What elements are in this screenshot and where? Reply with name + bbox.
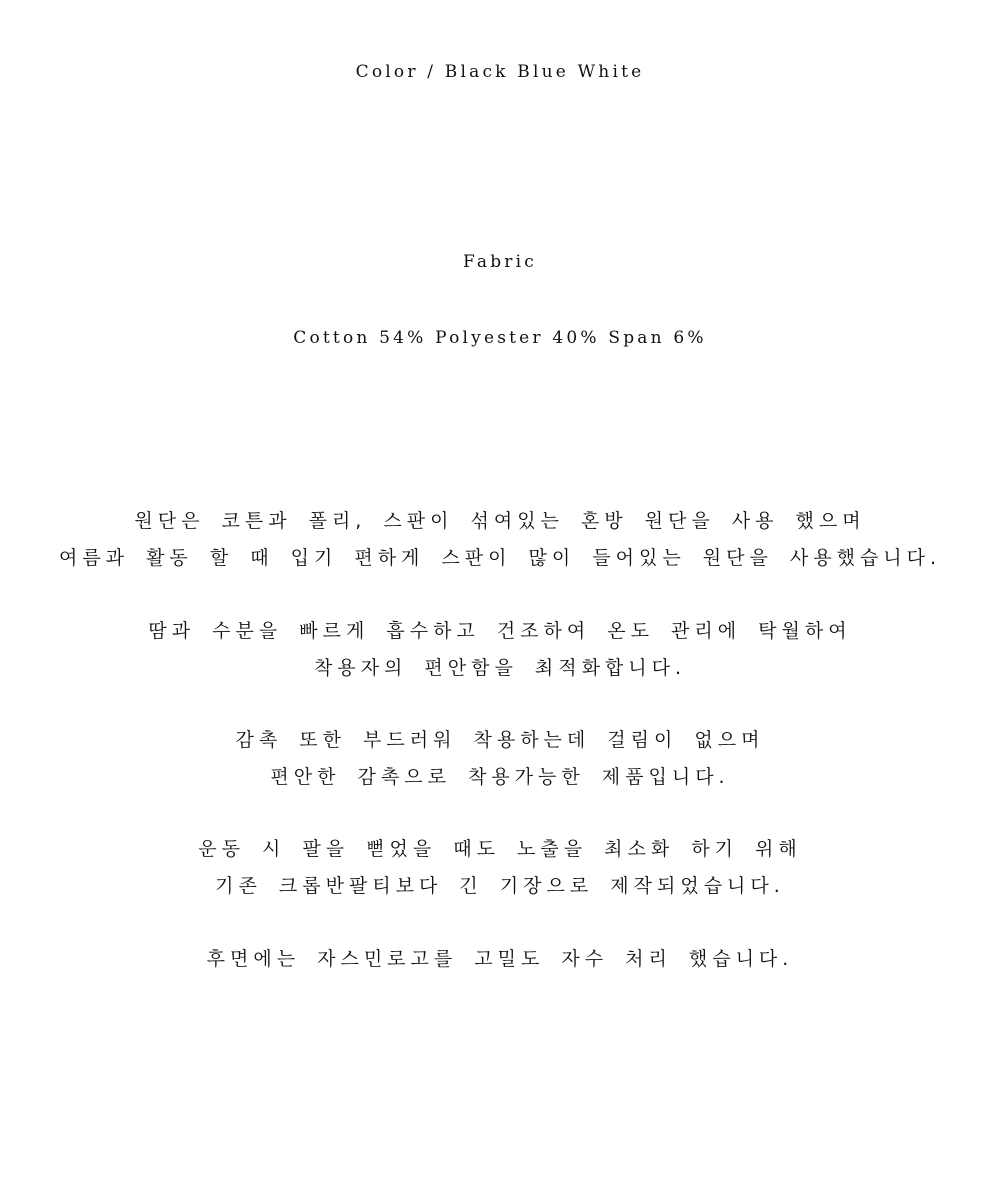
color-options: Color / Black Blue White xyxy=(355,62,645,82)
fabric-composition: Cotton 54% Polyester 40% Span 6% xyxy=(293,328,707,348)
description-line: 기존 크롭반팔티보다 긴 기장으로 제작되었습니다. xyxy=(215,875,785,897)
description-line: 운동 시 팔을 뻗었을 때도 노출을 최소화 하기 위해 xyxy=(198,838,802,860)
description-line: 편안한 감촉으로 착용가능한 제품입니다. xyxy=(270,766,730,788)
description-line: 원단은 코튼과 폴리, 스판이 섞여있는 혼방 원단을 사용 했으며 xyxy=(134,510,866,532)
description-line: 후면에는 자스민로고를 고밀도 자수 처리 했습니다. xyxy=(206,948,794,970)
description-line: 착용자의 편안함을 최적화합니다. xyxy=(313,657,687,679)
description-line: 땀과 수분을 빠르게 흡수하고 건조하여 온도 관리에 탁월하여 xyxy=(148,620,852,642)
description-line: 감촉 또한 부드러워 착용하는데 걸림이 없으며 xyxy=(235,729,765,751)
description-line: 여름과 활동 할 때 입기 편하게 스판이 많이 들어있는 원단을 사용했습니다. xyxy=(58,547,942,569)
fabric-heading: Fabric xyxy=(463,252,537,272)
